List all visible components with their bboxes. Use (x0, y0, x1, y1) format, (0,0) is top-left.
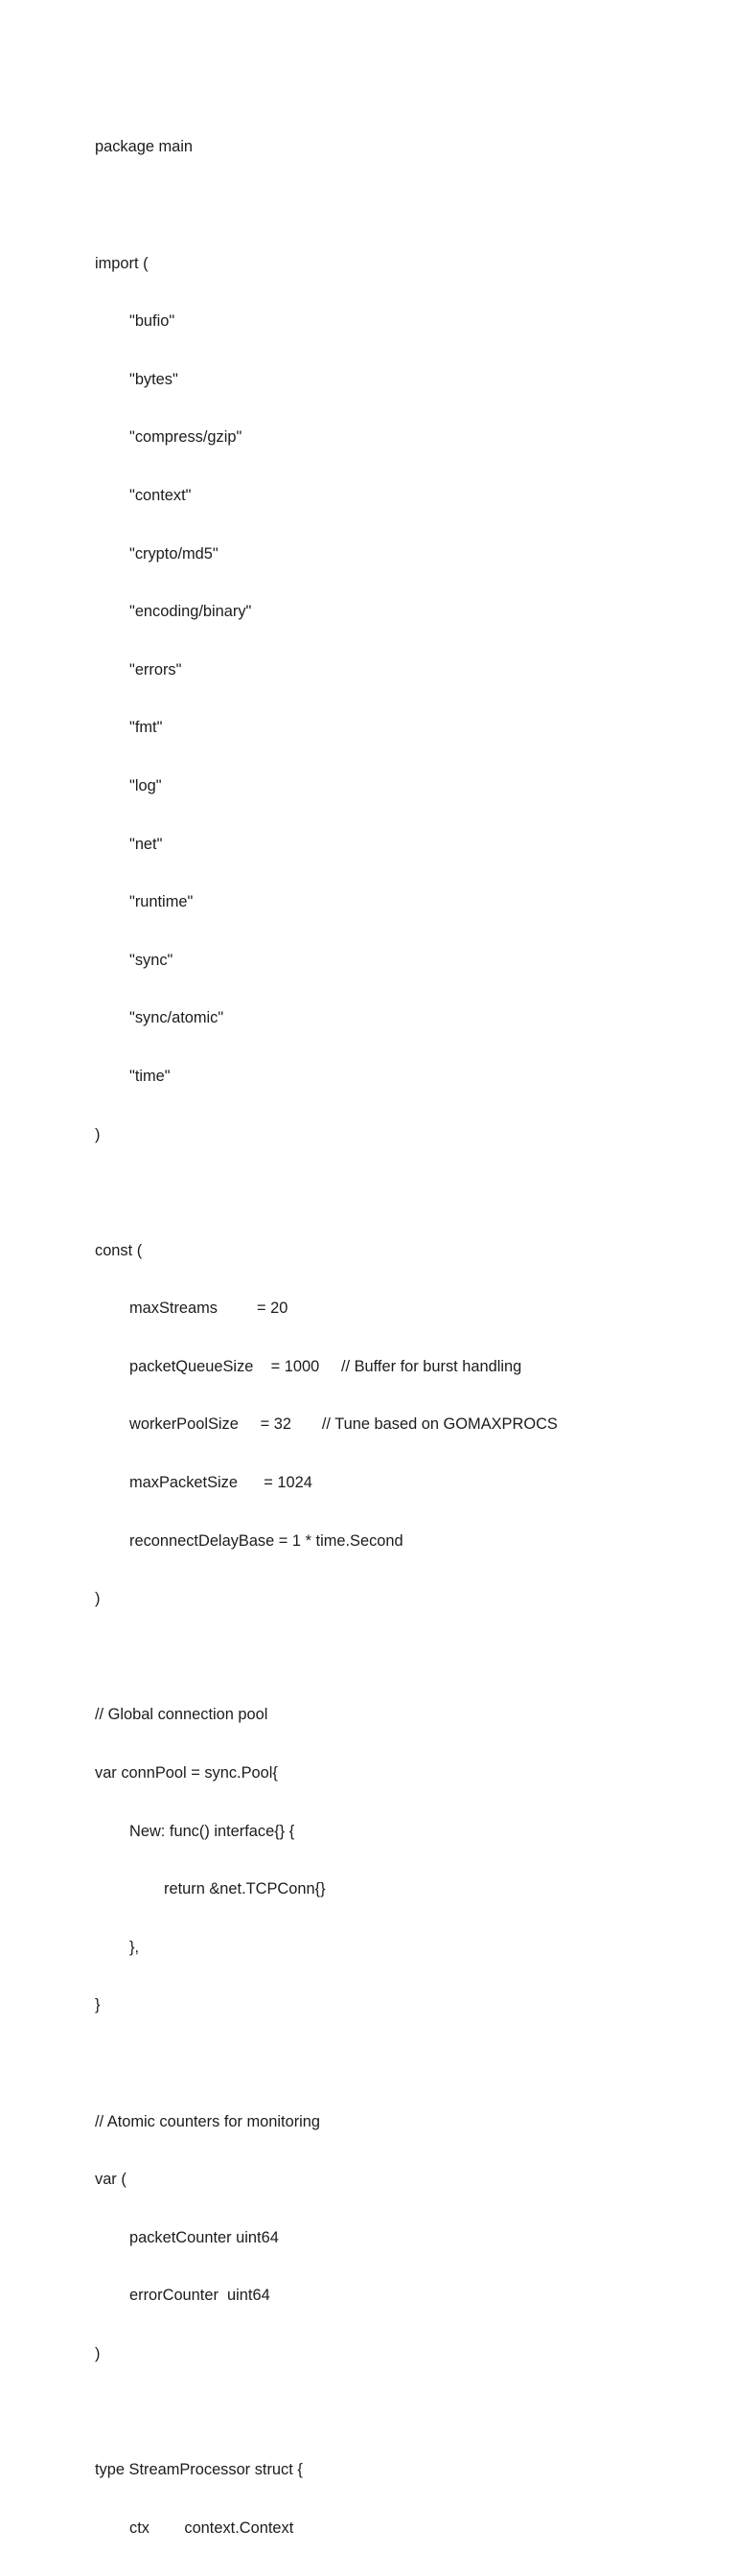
code-line: ) (95, 1590, 101, 1608)
code-line: ) (95, 2344, 101, 2362)
code-line: "runtime" (95, 893, 194, 911)
code-line: "crypto/md5" (95, 544, 218, 563)
code-line: packetCounter uint64 (95, 2228, 279, 2246)
code-line: "context" (95, 486, 192, 504)
code-line: errorCounter uint64 (95, 2287, 270, 2305)
code-line (95, 1647, 558, 1667)
code-line: return &net.TCPConn{} (95, 1880, 326, 1898)
code-line: "sync/atomic" (95, 1009, 224, 1027)
code-line: // Atomic counters for monitoring (95, 2112, 321, 2130)
code-block (95, 99, 558, 2576)
code-line: "encoding/binary" (95, 603, 252, 621)
code-line: reconnectDelayBase = 1 * time.Second (95, 1531, 403, 1550)
code-line: ctx context.Context (95, 2518, 294, 2537)
code-line (95, 2054, 558, 2073)
code-line: "bytes" (95, 370, 178, 388)
code-line: package main (95, 138, 194, 156)
code-line (95, 1183, 558, 1202)
code-line: const ( (95, 1241, 143, 1259)
code-line: maxPacketSize = 1024 (95, 1474, 312, 1492)
code-line (95, 196, 558, 215)
code-line: }, (95, 1938, 140, 1956)
code-line: "compress/gzip" (95, 428, 242, 447)
code-line: New: func() interface{} { (95, 1822, 295, 1840)
code-line: ) (95, 1125, 101, 1143)
code-line: "log" (95, 776, 162, 794)
code-line: var connPool = sync.Pool{ (95, 1764, 278, 1782)
code-line: "bufio" (95, 312, 175, 331)
code-line (95, 2403, 558, 2422)
code-line: // Global connection pool (95, 1706, 268, 1724)
code-line: packetQueueSize = 1000 // Buffer for burst handling (95, 1357, 522, 1375)
code-line: } (95, 1996, 101, 2014)
code-line: "time" (95, 1067, 171, 1085)
code-line: import ( (95, 254, 149, 272)
code-line: "net" (95, 835, 163, 853)
code-line: workerPoolSize = 32 // Tune based on GOMAXPROCS (95, 1415, 558, 1434)
code-line: var ( (95, 2171, 126, 2189)
code-line: "errors" (95, 660, 182, 678)
code-line: "sync" (95, 951, 173, 969)
code-line: maxStreams = 20 (95, 1300, 288, 1318)
code-line: "fmt" (95, 719, 163, 737)
code-line: type StreamProcessor struct { (95, 2461, 303, 2479)
